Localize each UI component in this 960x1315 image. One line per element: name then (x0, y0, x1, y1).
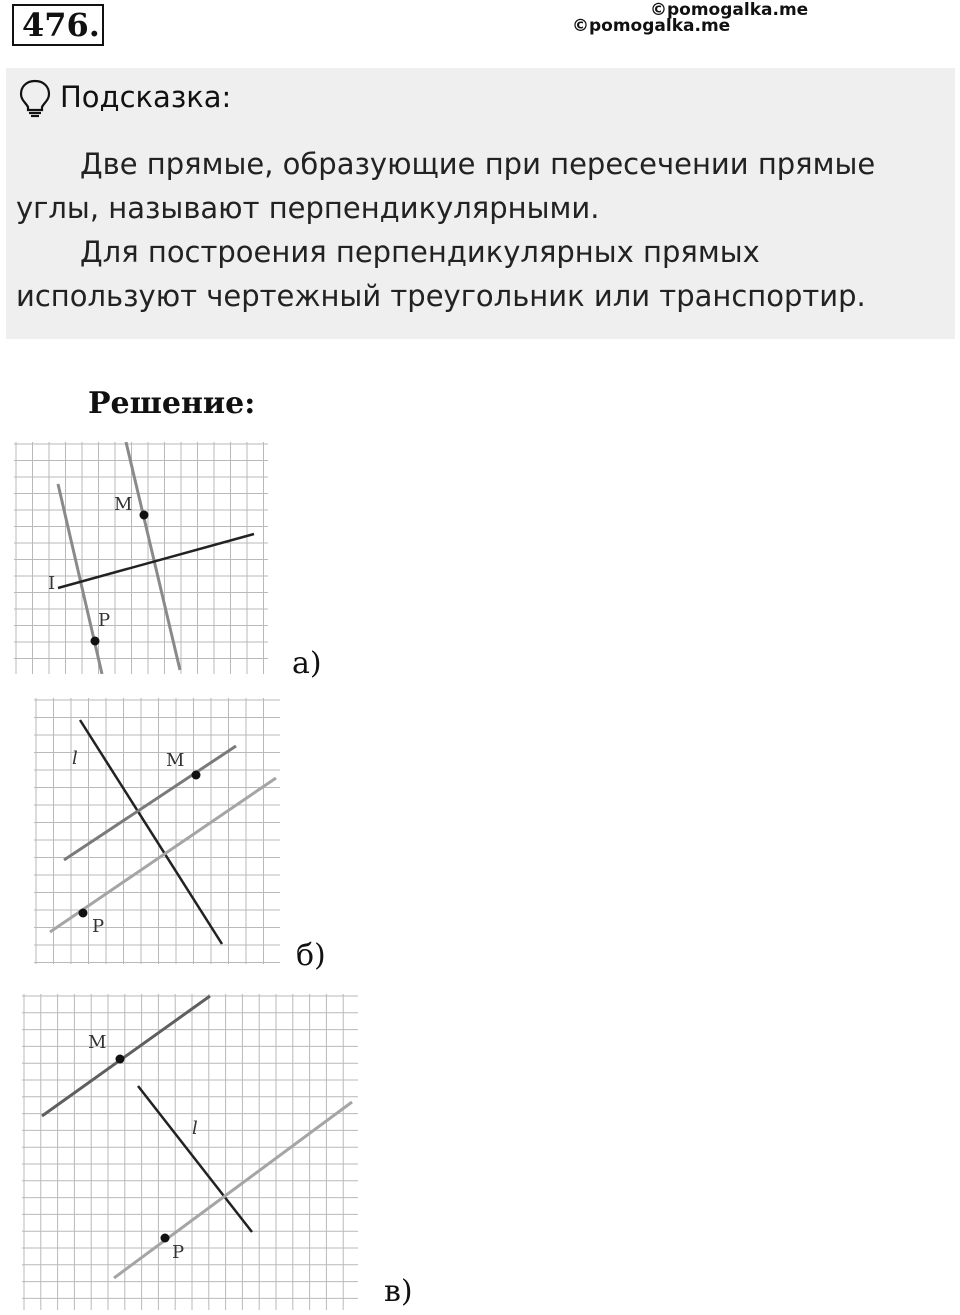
grid (34, 698, 280, 964)
hint-title: Подсказка: (60, 80, 232, 114)
line-l-label: l (192, 1118, 198, 1139)
line-l-label: l (72, 748, 78, 769)
point-p (161, 1234, 170, 1243)
point-p-label: P (172, 1242, 185, 1263)
solution-title: Решение: (88, 386, 256, 421)
point-m-label: M (114, 494, 133, 515)
point-p (91, 637, 100, 646)
line-l-label: I (48, 573, 56, 594)
hint-paragraph: Для построения перпендикулярных прямых используют чертежный треугольник или транспортир. (16, 235, 866, 313)
grid (14, 442, 268, 674)
figure-a (14, 442, 268, 674)
line-l (58, 534, 254, 588)
figure-a-label: а) (292, 646, 322, 681)
point-p-label: P (92, 916, 105, 937)
point-m (192, 771, 201, 780)
figure-c-label: в) (384, 1274, 413, 1309)
figure-c (22, 994, 358, 1310)
point-m (140, 511, 149, 520)
lightbulb-icon (18, 78, 52, 118)
line-through-p (58, 484, 102, 674)
line-through-m (42, 996, 210, 1116)
hint-paragraph: Две прямые, образующие при пересечении прямые углы, называют перпендикулярными. (16, 147, 876, 225)
figure-b-label: б) (296, 938, 326, 973)
watermark: ©pomogalka.me (572, 16, 731, 36)
figure-b (34, 698, 280, 964)
point-p (79, 909, 88, 918)
line-through-p (114, 1102, 352, 1278)
point-m-label: M (166, 750, 185, 771)
line-l (138, 1086, 252, 1232)
line-through-m (64, 746, 236, 860)
watermark: ©pomogalka.me (650, 0, 809, 20)
point-p-label: P (98, 610, 111, 631)
task-number: 476. (12, 4, 104, 46)
point-m (116, 1055, 125, 1064)
point-m-label: M (88, 1032, 107, 1053)
